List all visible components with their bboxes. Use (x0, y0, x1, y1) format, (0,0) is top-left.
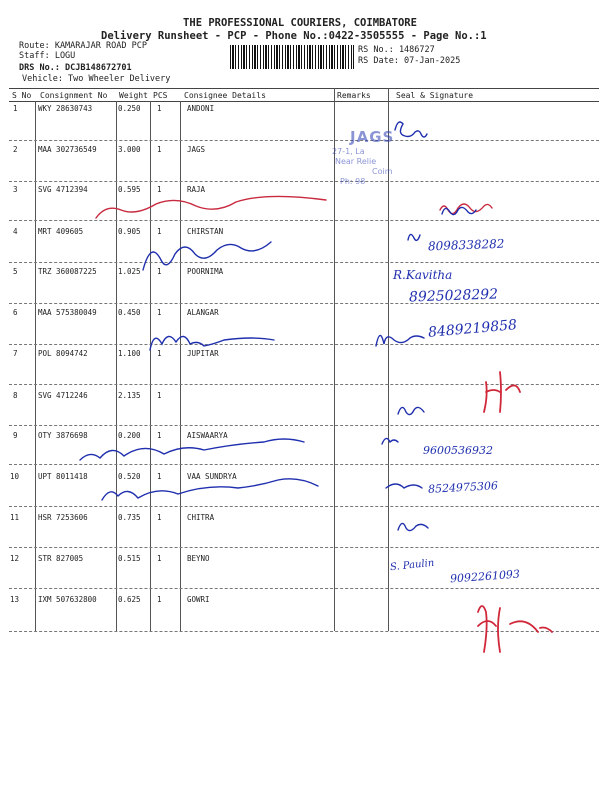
row-pcs: 1 (157, 431, 162, 440)
col-header-weight: Weight (119, 91, 148, 100)
handwritten-phone: 9600536932 (423, 444, 493, 457)
row-sno: 7 (13, 349, 18, 358)
rs-date: RS Date: 07-Jan-2025 (358, 56, 461, 66)
stamp-address: Near Relie (335, 157, 377, 166)
col-header-sno: S No (12, 91, 32, 100)
row-consignment: WKY 28630743 (38, 104, 93, 113)
stamp-phone: Ph: 98 (340, 177, 366, 186)
row-pcs: 1 (157, 595, 162, 604)
row-sno: 8 (13, 391, 18, 400)
row-sno: 13 (10, 595, 20, 604)
row-weight: 0.625 (118, 595, 141, 604)
signature-row5b (408, 234, 420, 240)
row-sno: 9 (13, 431, 18, 440)
row-consignee: ALANGAR (187, 308, 219, 317)
row-pcs: 1 (157, 227, 162, 236)
row-consignee: JUPITAR (187, 349, 219, 358)
col-header-seal: Seal & Signature (396, 91, 474, 100)
rs-number: RS No.: 1486727 (358, 45, 435, 55)
signature-row11 (398, 523, 428, 530)
row-consignment: UPT 8011418 (38, 472, 88, 481)
row-pcs: 1 (157, 185, 162, 194)
row-pcs: 1 (157, 349, 162, 358)
route-label: Route: KAMARAJAR ROAD PCP (19, 41, 147, 51)
signature-row1 (395, 122, 427, 137)
drs-number: DRS No.: DCJB148672701 (19, 63, 132, 73)
handwritten-phone: 8489219858 (427, 317, 518, 341)
signature-row9b (382, 438, 398, 444)
row-sno: 12 (10, 554, 20, 563)
row-pcs: 1 (157, 554, 162, 563)
signature-row10b (386, 484, 422, 488)
col-header-consignment: Consignment No (40, 91, 108, 100)
signature-row10 (102, 479, 318, 500)
stamp-address: Coim (372, 167, 393, 176)
row-consignment: SVG 4712394 (38, 185, 88, 194)
row-weight: 0.905 (118, 227, 141, 236)
row-consignment: SVG 4712246 (38, 391, 88, 400)
row-consignee: GOWRI (187, 595, 210, 604)
red-signature-row8 (484, 372, 520, 412)
row-pcs: 1 (157, 104, 162, 113)
row-weight: 2.135 (118, 391, 141, 400)
row-weight: 0.520 (118, 472, 141, 481)
row-consignee: CHIRSTAN (187, 227, 224, 236)
col-header-consignee: Consignee Details (184, 91, 266, 100)
row-sno: 6 (13, 308, 18, 317)
row-weight: 0.200 (118, 431, 141, 440)
row-weight: 3.000 (118, 145, 141, 154)
row-consignment: HSR 7253606 (38, 513, 88, 522)
row-consignment: MAA 302736549 (38, 145, 97, 154)
row-sno: 4 (13, 227, 18, 236)
handwritten-name: S. Paulin (389, 557, 435, 574)
row-consignment: MAA 575380049 (38, 308, 97, 317)
row-sno: 5 (13, 267, 18, 276)
row-weight: 0.735 (118, 513, 141, 522)
row-consignment: MRT 409605 (38, 227, 84, 236)
signature-row9 (80, 439, 304, 460)
signature-row7b (376, 335, 424, 346)
row-sno: 10 (10, 472, 20, 481)
row-pcs: 1 (157, 145, 162, 154)
row-sno: 11 (10, 513, 20, 522)
row-consignment: IXM 507632800 (38, 595, 97, 604)
row-consignee: AISWAARYA (187, 431, 228, 440)
row-pcs: 1 (157, 267, 162, 276)
staff-label: Staff: LOGU (19, 51, 76, 61)
row-pcs: 1 (157, 513, 162, 522)
row-consignee: CHITRA (187, 513, 215, 522)
col-header-pcs: PCS (153, 91, 168, 100)
handwritten-name: R.Kavitha (393, 268, 453, 282)
row-weight: 1.025 (118, 267, 141, 276)
runsheet-title: Delivery Runsheet - PCP - Phone No.:0422-3505555 - Page No.:1 (101, 30, 487, 42)
row-consignment: OTY 3876698 (38, 431, 88, 440)
row-consignee: ANDONI (187, 104, 215, 113)
row-sno: 2 (13, 145, 18, 154)
row-sno: 3 (13, 185, 18, 194)
row-consignee: JAGS (187, 145, 206, 154)
row-pcs: 1 (157, 308, 162, 317)
vehicle-label: Vehicle: Two Wheeler Delivery (22, 74, 171, 84)
handwritten-phone: 8098338282 (427, 236, 505, 254)
row-weight: 0.450 (118, 308, 141, 317)
row-pcs: 1 (157, 472, 162, 481)
row-weight: 0.595 (118, 185, 141, 194)
row-weight: 1.100 (118, 349, 141, 358)
row-consignee: VAA SUNDRYA (187, 472, 237, 481)
row-weight: 0.250 (118, 104, 141, 113)
signature-row4 (96, 196, 326, 218)
row-consignee: POORNIMA (187, 267, 224, 276)
row-pcs: 1 (157, 391, 162, 400)
signature-row5 (143, 242, 271, 270)
handwritten-phone: 9092261093 (449, 567, 521, 586)
row-sno: 1 (13, 104, 18, 113)
signature-row8 (398, 407, 424, 414)
stamp-address: 27-1, La (332, 147, 365, 156)
row-consignee: BEYNO (187, 554, 210, 563)
col-header-remarks: Remarks (337, 91, 371, 100)
handwritten-phone: 8524975306 (427, 479, 499, 496)
signature-row7 (150, 336, 274, 350)
row-consignment: POL 8094742 (38, 349, 88, 358)
row-weight: 0.515 (118, 554, 141, 563)
row-consignee: RAJA (187, 185, 206, 194)
row-consignment: STR 827005 (38, 554, 84, 563)
stamp-name: JAGS (350, 128, 395, 146)
company-title: THE PROFESSIONAL COURIERS, COIMBATORE (183, 17, 417, 29)
red-signature-row13 (478, 606, 552, 652)
row-consignment: TRZ 360087225 (38, 267, 97, 276)
handwritten-phone: 8925028292 (408, 286, 499, 306)
